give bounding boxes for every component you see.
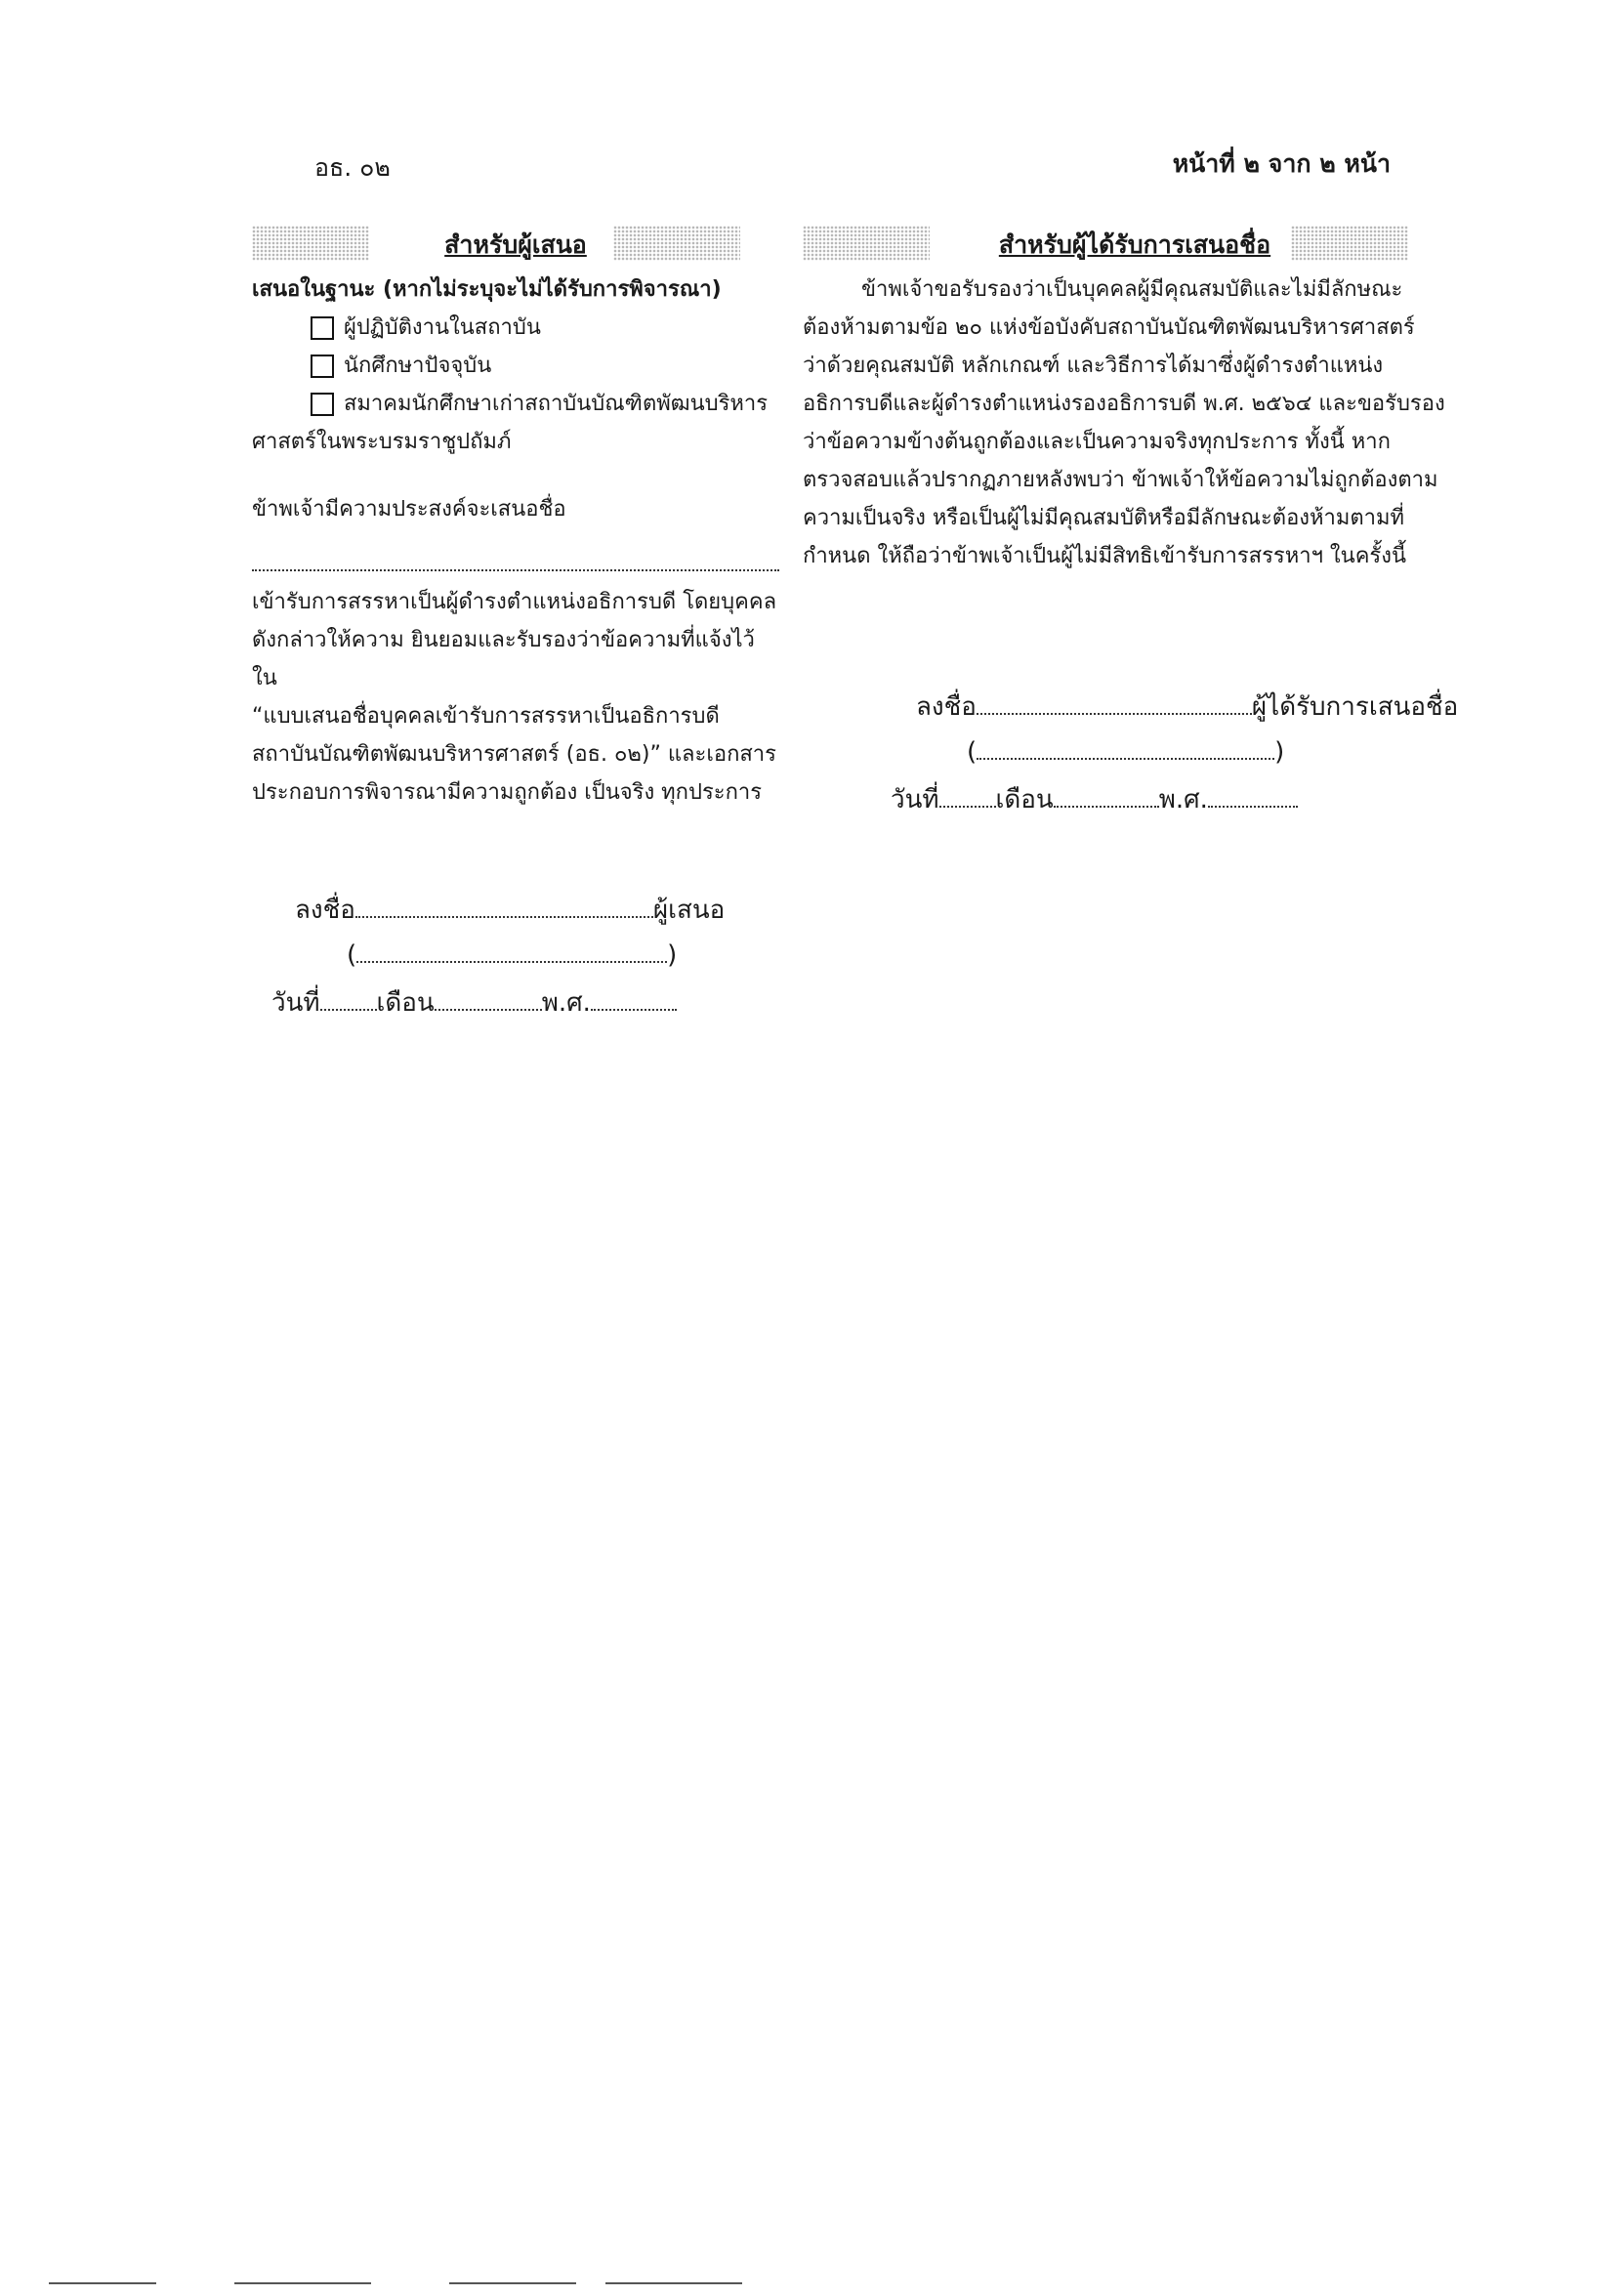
option-alumni-continued: ศาสตร์ในพระบรมราชูปถัมภ์	[252, 430, 512, 454]
role-label: ผู้เสนอ	[652, 896, 726, 925]
checkbox[interactable]	[311, 316, 334, 340]
checkbox[interactable]	[311, 355, 334, 378]
proposer-title-banner	[252, 220, 779, 271]
paragraph-line: ดังกล่าวให้ความ ยินยอมและรับรองว่าข้อความที่แจ้งไว้ใน	[252, 628, 755, 690]
nominee-name-line	[967, 732, 1284, 772]
proposer-signature-line	[295, 891, 725, 930]
day-field[interactable]	[320, 985, 377, 1011]
nominee-title-banner	[803, 220, 1467, 271]
role-label: ผู้ได้รับการเสนอชื่อ	[1251, 692, 1459, 722]
paren-close: )	[1274, 737, 1285, 767]
signature-field[interactable]	[977, 689, 1252, 715]
halftone-shading	[613, 226, 740, 261]
scan-edge-mark	[449, 2282, 576, 2284]
year-label: พ.ศ.	[541, 988, 591, 1018]
sign-label: ลงชื่อ	[295, 896, 355, 925]
paren-open: (	[967, 737, 978, 767]
status-label: เสนอในฐานะ (หากไม่ระบุจะไม่ได้รับการพิจารณา)	[252, 277, 722, 302]
proposer-title: สำหรับผู้เสนอ	[444, 230, 587, 259]
paragraph-line: ต้องห้ามตามข้อ ๒๐ แห่งข้อบังคับสถาบันบัณฑิตพัฒนบริหารศาสตร์	[803, 315, 1415, 340]
signature-field[interactable]	[355, 893, 653, 918]
month-field[interactable]	[1054, 782, 1159, 808]
nominee-section	[803, 220, 1467, 575]
intent-label: ข้าพเจ้ามีความประสงค์จะเสนอชื่อ	[252, 497, 566, 522]
paragraph-line: สถาบันบัณฑิตพัฒนบริหารศาสตร์ (อธ. ๐๒)” และเอกสาร	[252, 742, 776, 767]
option-staff[interactable]	[252, 309, 779, 347]
date-label: วันที่	[271, 988, 320, 1018]
paragraph-line: กำหนด ให้ถือว่าข้าพเจ้าเป็นผู้ไม่มีสิทธิเข้ารับการสรรหาฯ ในครั้งนี้	[803, 544, 1407, 568]
nominee-date-line	[891, 780, 1298, 819]
option-alumni[interactable]	[252, 385, 779, 423]
paragraph-line: ว่าด้วยคุณสมบัติ หลักเกณฑ์ และวิธีการได้มาซึ่งผู้ดำรงตำแหน่ง	[803, 354, 1384, 378]
option-label: นักศึกษาปัจจุบัน	[344, 354, 492, 378]
halftone-shading	[1291, 226, 1408, 261]
nominee-signature-line	[916, 688, 1458, 727]
nominee-title: สำหรับผู้ได้รับการเสนอชื่อ	[998, 230, 1271, 259]
day-field[interactable]	[939, 782, 996, 808]
scan-edge-mark	[605, 2282, 742, 2284]
date-label: วันที่	[891, 785, 939, 814]
printed-name-field[interactable]	[977, 734, 1274, 760]
month-label: เดือน	[995, 785, 1054, 814]
proposer-name-line	[347, 936, 677, 975]
proposer-date-line	[271, 983, 677, 1023]
scan-edge-mark	[49, 2282, 156, 2284]
checkbox[interactable]	[311, 393, 334, 416]
paragraph-line: ว่าข้อความข้างต้นถูกต้องและเป็นความจริงทุกประการ ทั้งนี้ หาก	[803, 430, 1391, 454]
paragraph-line: อธิการบดีและผู้ดำรงตำแหน่งรองอธิการบดี พ.ศ. ๒๕๖๔ และขอรับรอง	[803, 392, 1445, 416]
option-label: สมาคมนักศึกษาเก่าสถาบันบัณฑิตพัฒนบริหาร	[344, 392, 769, 416]
paragraph-line: ความเป็นจริง หรือเป็นผู้ไม่มีคุณสมบัติหรือมีลักษณะต้องห้ามตามที่	[803, 506, 1405, 530]
month-field[interactable]	[435, 985, 542, 1011]
paragraph-line: ข้าพเจ้าขอรับรองว่าเป็นบุคคลผู้มีคุณสมบัติและไม่มีลักษณะ	[861, 277, 1403, 302]
paragraph-line: ตรวจสอบแล้วปรากฏภายหลังพบว่า ข้าพเจ้าให้ข้อความไม่ถูกต้องตาม	[803, 468, 1438, 492]
page-number: หน้าที่ ๒ จาก ๒ หน้า	[1172, 149, 1391, 178]
paren-open: (	[347, 940, 357, 970]
nominee-name-field[interactable]	[252, 550, 779, 571]
halftone-shading	[252, 226, 369, 261]
option-student[interactable]	[252, 347, 779, 385]
form-code: อธ. ๐๒	[314, 153, 391, 182]
paragraph-line: “แบบเสนอชื่อบุคคลเข้ารับการสรรหาเป็นอธิการบดี	[252, 704, 720, 729]
year-field[interactable]	[1208, 782, 1298, 808]
paren-close: )	[667, 940, 678, 970]
printed-name-field[interactable]	[356, 938, 667, 963]
proposer-section	[252, 220, 779, 812]
paragraph-line: เข้ารับการสรรหาเป็นผู้ดำรงตำแหน่งอธิการบดี โดยบุคคล	[252, 590, 777, 614]
option-label: ผู้ปฏิบัติงานในสถาบัน	[344, 315, 541, 340]
year-field[interactable]	[591, 985, 677, 1011]
sign-label: ลงชื่อ	[916, 692, 977, 722]
scan-edge-mark	[234, 2282, 371, 2284]
year-label: พ.ศ.	[1158, 785, 1208, 814]
halftone-shading	[803, 226, 930, 261]
paragraph-line: ประกอบการพิจารณามีความถูกต้อง เป็นจริง ทุกประการ	[252, 780, 763, 805]
month-label: เดือน	[376, 988, 435, 1018]
